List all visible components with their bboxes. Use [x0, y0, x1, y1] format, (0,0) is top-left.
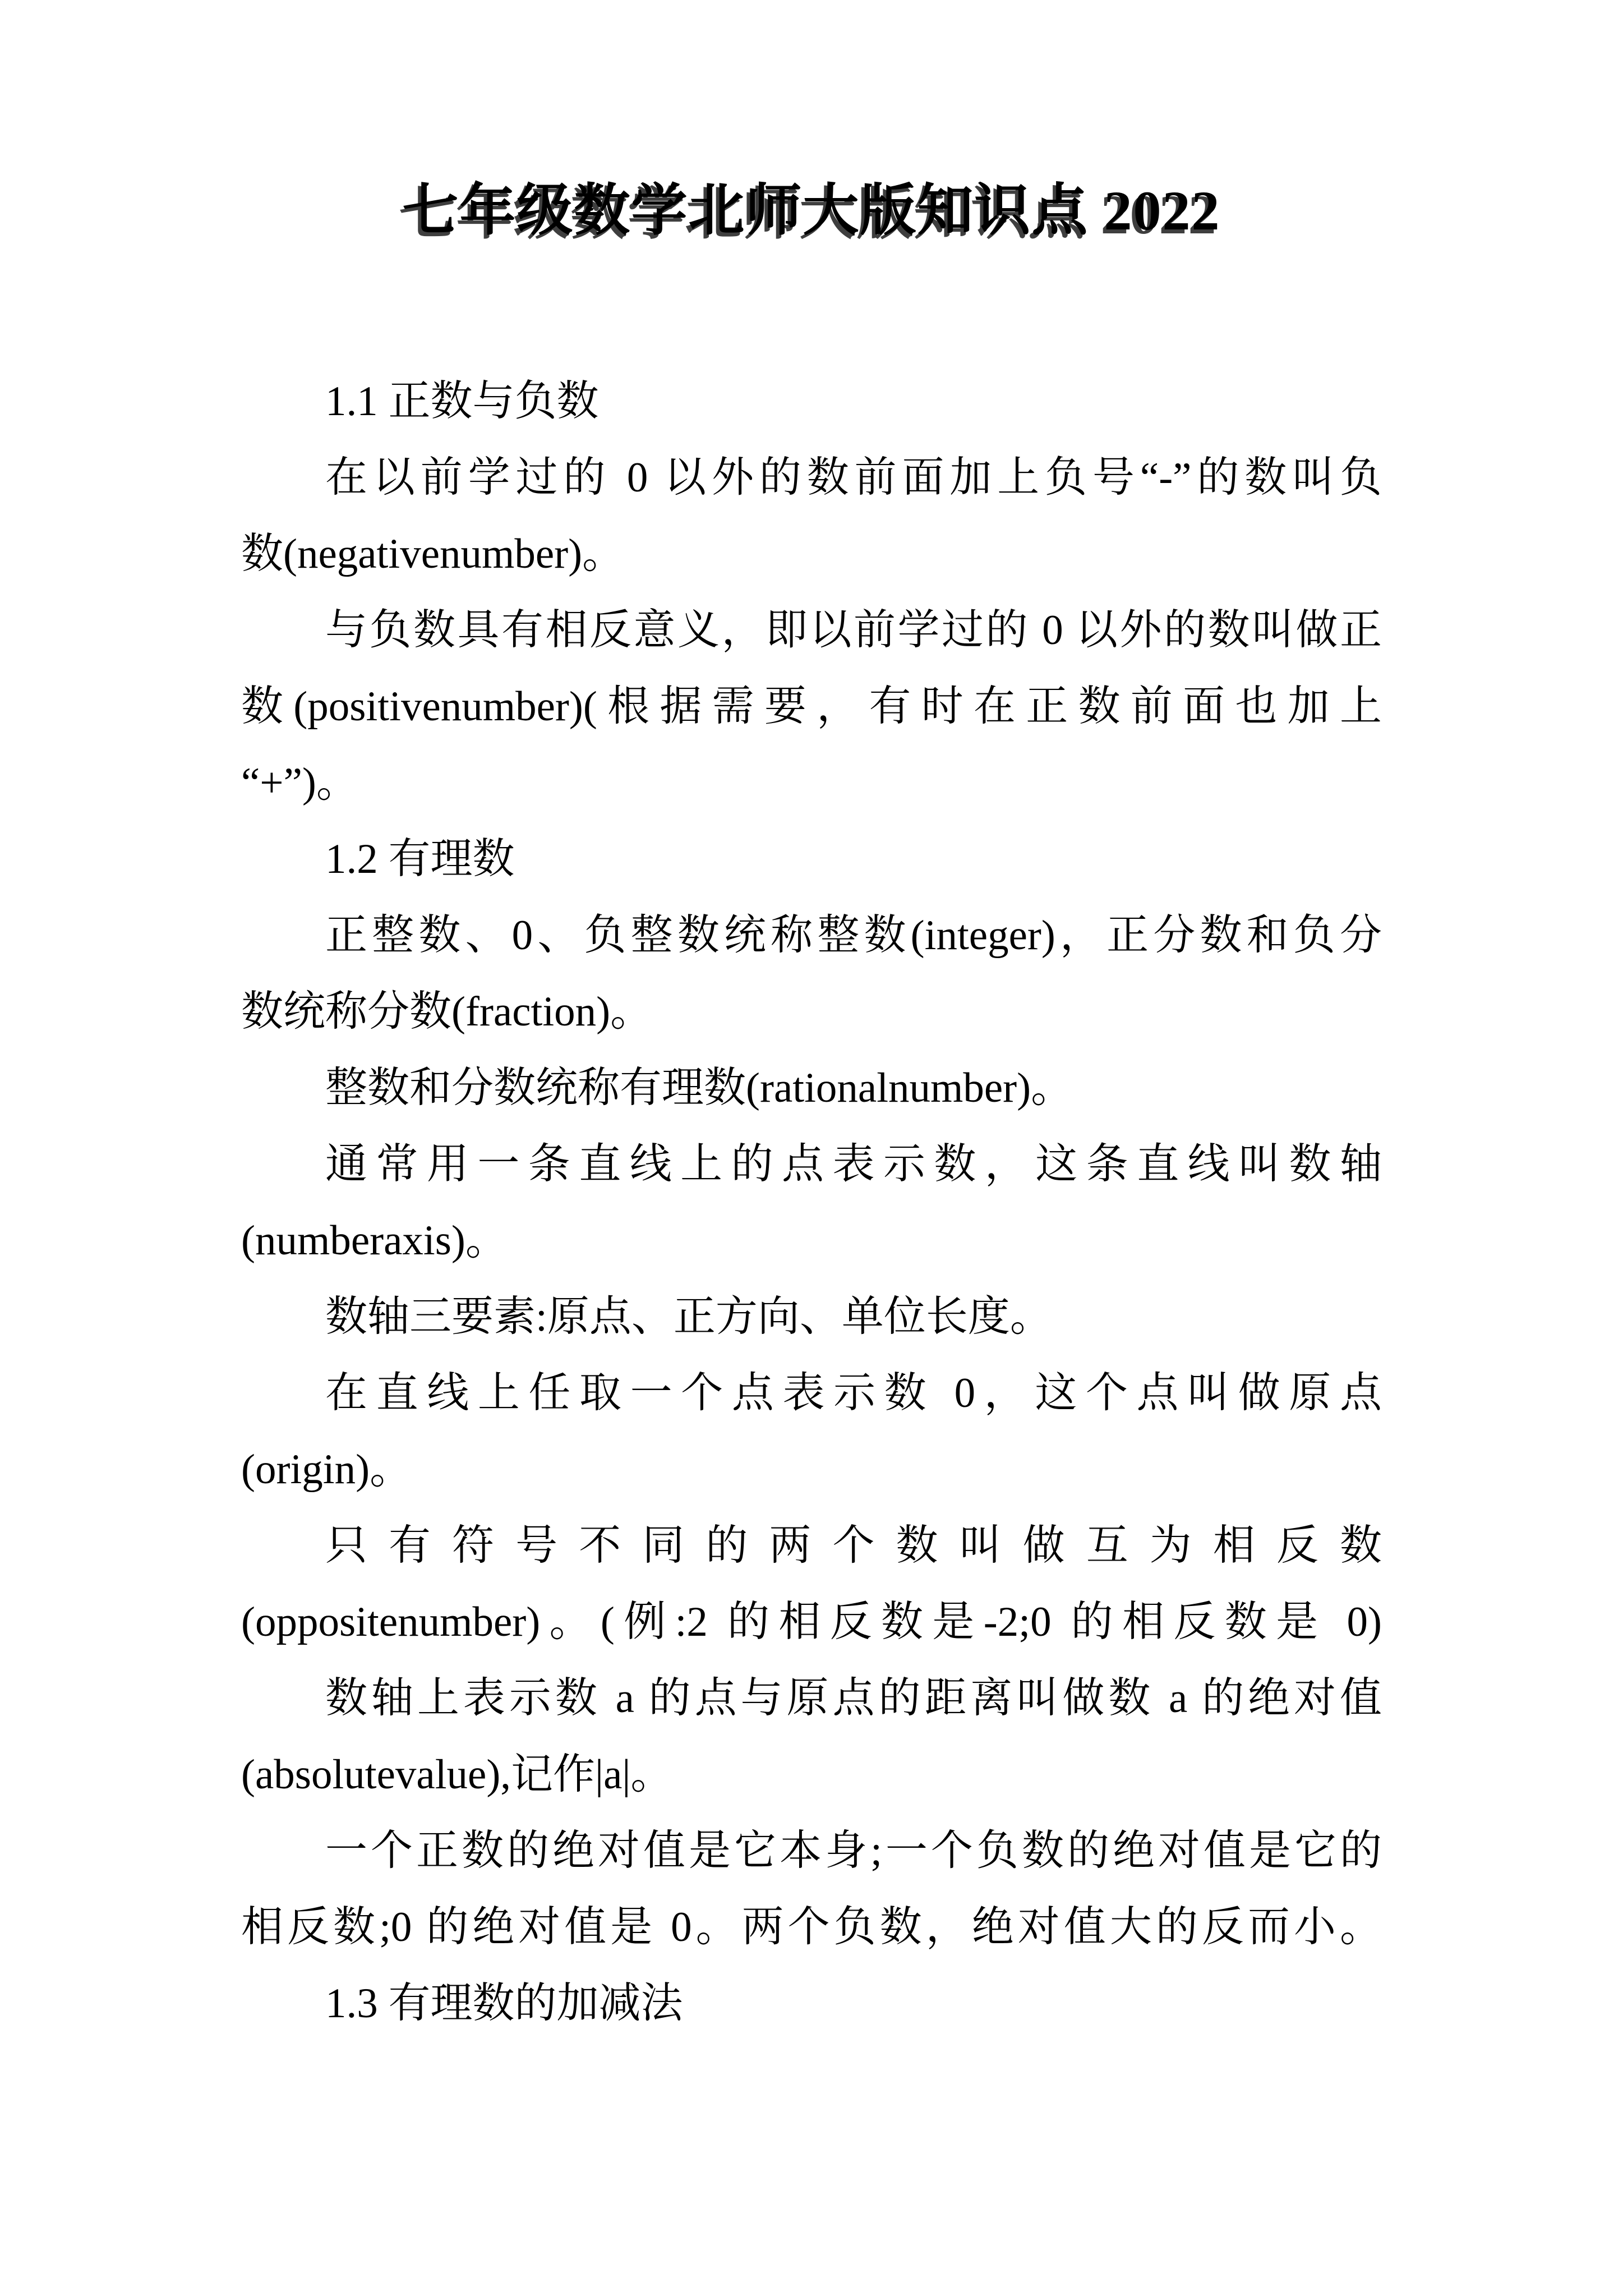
para-opposite-numbers — [241, 1508, 1382, 1660]
heading-1-1-line-1: 1.1 正数与负数 — [325, 378, 599, 425]
para-positive-numbers-line-2: 数(positivenumber)(根据需要，有时在正数前面也加上 — [241, 683, 1382, 730]
para-integers-fractions-line-2: 数统称分数(fraction)。 — [241, 988, 653, 1035]
para-absolute-value — [241, 1660, 1382, 1813]
heading-1-2-line-1: 1.2 有理数 — [325, 836, 515, 882]
para-axis-three-elements — [241, 1279, 1382, 1355]
para-origin-line-2: (origin)。 — [241, 1446, 412, 1493]
para-absolute-value-line-1: 数轴上表示数 a 的点与原点的距离叫做数 a 的绝对值 — [325, 1675, 1382, 1722]
para-rational-numbers-line-1: 整数和分数统称有理数(rationalnumber)。 — [325, 1065, 1073, 1111]
para-origin-line-1: 在直线上任取一个点表示数 0，这个点叫做原点 — [325, 1370, 1382, 1416]
heading-1-2 — [241, 821, 1382, 898]
para-integers-fractions — [241, 898, 1382, 1050]
document-title: 七年级数学北师大版知识点 2022 — [402, 180, 1221, 242]
document-body — [241, 364, 1382, 2042]
para-positive-numbers — [241, 592, 1382, 821]
para-axis-three-elements-line-1: 数轴三要素:原点、正方向、单位长度。 — [325, 1294, 1052, 1340]
para-absolute-value-rules-line-2: 相反数;0 的绝对值是 0。两个负数，绝对值大的反而小。 — [241, 1904, 1382, 1950]
heading-1-3 — [241, 1966, 1382, 2042]
heading-1-1 — [241, 364, 1382, 440]
para-negative-numbers — [241, 440, 1382, 592]
heading-1-3-line-1: 1.3 有理数的加减法 — [325, 1980, 683, 2027]
para-rational-numbers — [241, 1050, 1382, 1126]
para-opposite-numbers-line-1: 只有符号不同的两个数叫做互为相反数 — [325, 1522, 1382, 1569]
para-number-axis-line-2: (numberaxis)。 — [241, 1217, 508, 1264]
para-negative-numbers-line-1: 在以前学过的 0 以外的数前面加上负号“-”的数叫负 — [325, 454, 1382, 501]
para-opposite-numbers-line-2: (oppositenumber)。(例:2 的相反数是-2;0 的相反数是 0) — [241, 1599, 1382, 1645]
para-negative-numbers-line-2: 数(negativenumber)。 — [241, 531, 625, 577]
para-number-axis-line-1: 通常用一条直线上的点表示数，这条直线叫数轴 — [325, 1141, 1382, 1188]
para-absolute-value-rules — [241, 1813, 1382, 1966]
para-absolute-value-line-2: (absolutevalue),记作|a|。 — [241, 1751, 673, 1798]
para-positive-numbers-line-3: “+”)。 — [241, 760, 358, 806]
para-number-axis — [241, 1126, 1382, 1279]
para-positive-numbers-line-1: 与负数具有相反意义，即以前学过的 0 以外的数叫做正 — [325, 607, 1382, 654]
para-origin — [241, 1355, 1382, 1508]
para-integers-fractions-line-1: 正整数、0、负整数统称整数(integer)，正分数和负分 — [325, 912, 1382, 959]
para-absolute-value-rules-line-1: 一个正数的绝对值是它本身;一个负数的绝对值是它的 — [325, 1828, 1382, 1874]
